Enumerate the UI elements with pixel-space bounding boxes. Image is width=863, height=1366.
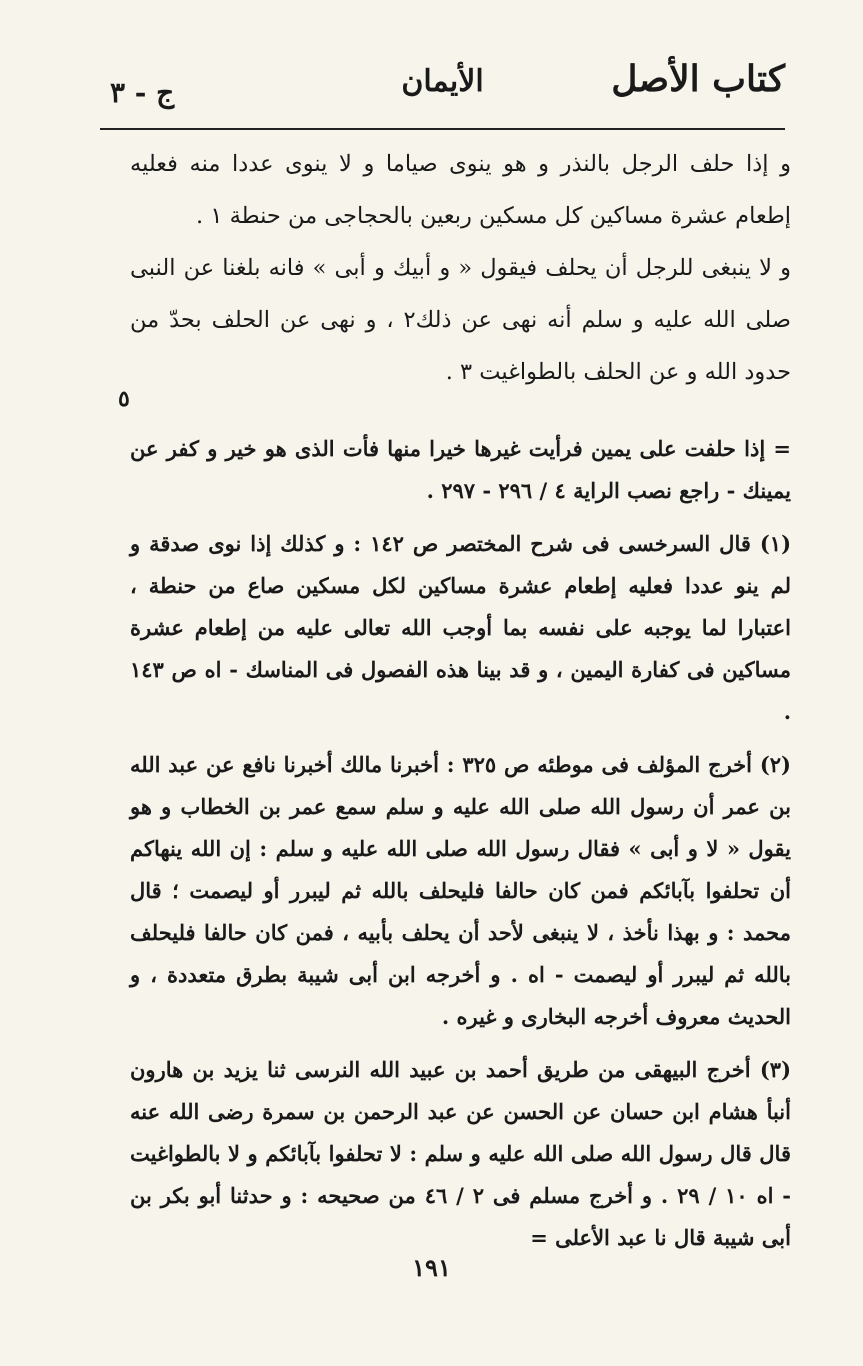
running-header <box>100 58 785 118</box>
footnotes <box>130 428 791 1270</box>
page-number: ١٩١ <box>412 1253 451 1282</box>
header-rule <box>100 128 785 130</box>
main-text <box>130 138 791 398</box>
main-paragraph-1: و إذا حلف الرجل بالنذر و هو ينوى صياما و لا ينوى عددا منه فعليه إطعام عشرة مساكين كل مسكين ربعين بالحجاجى من حنطة ١ . <box>130 151 791 229</box>
volume-number: ج - ٣ <box>110 76 175 109</box>
book-title: كتاب الأصل <box>611 58 785 100</box>
footnote-1: (١) قال السرخسى فى شرح المختصر ص ١٤٢ : و كذلك إذا نوى صدقة و لم ينو عددا فعليه إطعام عشرة مساكين لكل مسكين صاع من حنطة ، اعتبارا لما يوجبه على نفسه بما أوجب الله تعالى عليه من إطعام عشرة مساكين فى كفارة اليمين ، و قد بينا هذه الفصول فى المناسك - اه ص ١٤٣ . <box>130 531 791 724</box>
line-number-marker: ٥ <box>118 386 130 412</box>
main-paragraph-2: و لا ينبغى للرجل أن يحلف فيقول « و أبيك و أبى » فانه بلغنا عن النبى صلى الله عليه و سلم أنه نهى عن ذلك٢ ، و نهى عن الحلف بحدّ من حدود الله و عن الحلف بالطواغيت ٣ . <box>130 255 791 385</box>
chapter-title: الأيمان <box>401 64 484 99</box>
footnote-continuation: = إذا حلفت على يمين فرأيت غيرها خيرا منها فأت الذى هو خير و كفر عن يمينك - راجع نصب الراية ٤ / ٢٩٦ - ٢٩٧ . <box>130 436 791 503</box>
footnote-2: (٢) أخرج المؤلف فى موطئه ص ٣٢٥ : أخبرنا مالك أخبرنا نافع عن عبد الله بن عمر أن رسول الله صلى الله عليه و سلم سمع عمر بن الخطاب و هو يقول « لا و أبى » فقال رسول الله صلى الله عليه و سلم : إن الله ينهاكم أن تحلفوا بآبائكم فمن كان حالفا فليحلف بالله ثم ليبرر أو ليصمت ؛ قال محمد : و بهذا نأخذ ، لا ينبغى لأحد أن يحلف بأبيه ، فمن كان حالفا فليحلف بالله ثم ليبرر أو ليصمت - اه . و أخرجه ابن أبى شيبة بطرق متعددة ، و الحديث معروف أخرجه البخارى و غيره . <box>130 752 791 1029</box>
footnote-3: (٣) أخرج البيهقى من طريق أحمد بن عبيد الله النرسى ثنا يزيد بن هارون أنبأ هشام ابن حسان عن الحسن عن عبد الرحمن بن سمرة رضى الله عنه قال قال رسول الله صلى الله عليه و سلم : لا تحلفوا بآبائكم و لا بالطواغيت - اه ١٠ / ٢٩ . و أخرج مسلم فى ٢ / ٤٦ من صحيحه : و حدثنا أبو بكر بن أبى شيبة قال نا عبد الأعلى = <box>130 1057 791 1250</box>
